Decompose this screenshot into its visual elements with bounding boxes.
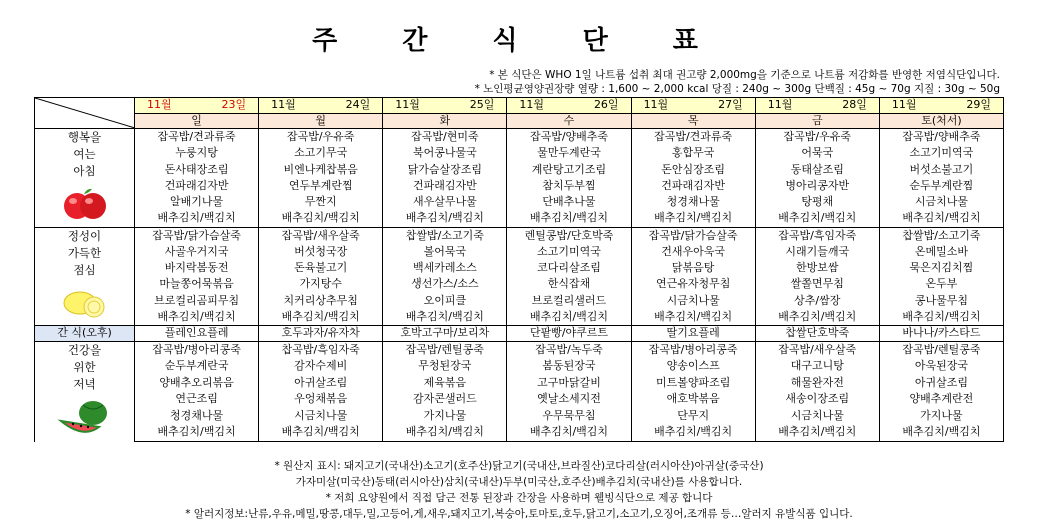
menu-item: 오이피클 xyxy=(383,293,507,309)
menu-item: 닭볶음탕 xyxy=(631,260,755,276)
menu-item: 잡곡밥/병아리콩죽 xyxy=(631,341,755,358)
menu-item: 가지탕수 xyxy=(259,277,383,293)
menu-item: 해물완자전 xyxy=(755,375,879,391)
snack-item: 딸기요플레 xyxy=(631,326,755,342)
menu-item: 참치두부찜 xyxy=(507,178,631,194)
menu-item: 단배추나물 xyxy=(507,194,631,210)
menu-item: 시금치나물 xyxy=(259,408,383,424)
weekly-menu-table xyxy=(34,97,1004,442)
meal-label-line: 행복을 xyxy=(67,130,102,145)
date-cell xyxy=(879,98,1003,114)
menu-item: 배추김치/백김치 xyxy=(135,424,259,441)
menu-item: 잡곡밥/병아리콩죽 xyxy=(135,341,259,358)
snack-item: 플레인요플레 xyxy=(135,326,259,342)
meal-label-cell xyxy=(35,129,135,228)
menu-item: 연근유자청무침 xyxy=(631,277,755,293)
meal-label-line: 저녁 xyxy=(73,376,96,391)
menu-item: 배추김치/백김치 xyxy=(879,309,1003,326)
menu-item: 배추김치/백김치 xyxy=(755,309,879,326)
weekday-cell: 일 xyxy=(135,113,259,129)
menu-item: 시래기들깨국 xyxy=(755,244,879,260)
meal-label-cell xyxy=(35,227,135,326)
menu-item: 배추김치/백김치 xyxy=(507,424,631,441)
menu-item: 배추김치/백김치 xyxy=(755,210,879,227)
menu-item: 묵은지김치찜 xyxy=(879,260,1003,276)
menu-item: 감자수제비 xyxy=(259,359,383,375)
date-month: 11월 xyxy=(519,98,545,111)
menu-item: 배추김치/백김치 xyxy=(383,309,507,326)
meal-label-cell xyxy=(35,341,135,441)
menu-item: 가지나물 xyxy=(383,408,507,424)
menu-item: 어묵국 xyxy=(755,145,879,161)
date-cell xyxy=(631,98,755,114)
meal-label-line: 정성이 xyxy=(67,228,102,243)
menu-item: 배추김치/백김치 xyxy=(135,210,259,227)
date-day: 28일 xyxy=(842,98,867,111)
menu-item: 순두부계란국 xyxy=(135,359,259,375)
menu-item: 고구마닭갈비 xyxy=(507,375,631,391)
menu-item: 아욱된장국 xyxy=(879,359,1003,375)
origin-note-1: * 원산지 표시: 돼지고기(국내산)소고기(호주산)닭고기(국내산,브라질산)코다리살(러시아산)아귀살(중국산) xyxy=(274,460,764,472)
sauce-note: * 저희 요양원에서 직접 담근 전통 된장과 간장을 사용하며 웰빙식단으로 제공 합니다 xyxy=(325,492,713,504)
snack-item: 찹쌀단호박죽 xyxy=(755,326,879,342)
nutrition-note: * 노인평균영양권장량 열량 : 1,600 ~ 2,000 kcal 당질 : 240g ~ 300g 단백질 : 45g ~ 70g 지질 : 30g ~ 50g xyxy=(474,83,1000,95)
menu-item: 제육볶음 xyxy=(383,375,507,391)
menu-item: 잡곡밥/현미죽 xyxy=(383,129,507,146)
menu-item: 배추김치/백김치 xyxy=(507,210,631,227)
menu-item: 마늘쫑어묵볶음 xyxy=(135,277,259,293)
date-day: 24일 xyxy=(345,98,371,111)
menu-item: 연근조림 xyxy=(135,391,259,407)
menu-item: 버섯소불고기 xyxy=(879,162,1003,178)
menu-item: 브로컬리곰피무침 xyxy=(135,293,259,309)
menu-item: 건파래김자반 xyxy=(383,178,507,194)
menu-item: 단무지 xyxy=(631,408,755,424)
menu-item: 돈안심장조림 xyxy=(631,162,755,178)
menu-item: 소고기미역국 xyxy=(879,145,1003,161)
menu-item: 치커리상추무침 xyxy=(259,293,383,309)
menu-item: 잡곡밥/견과류죽 xyxy=(631,129,755,146)
menu-item: 청경채나물 xyxy=(631,194,755,210)
weekday-cell: 토(처서) xyxy=(879,113,1003,129)
menu-item: 찹곡밥/흑임자죽 xyxy=(259,341,383,358)
menu-item: 대구고니탕 xyxy=(755,359,879,375)
menu-item: 북어콩나물국 xyxy=(383,145,507,161)
menu-item: 배추김치/백김치 xyxy=(259,309,383,326)
menu-item: 봄동된장국 xyxy=(507,359,631,375)
page-title: 주 간 식 단 표 xyxy=(312,26,726,56)
menu-item: 배추김치/백김치 xyxy=(631,424,755,441)
menu-item: 알배기나물 xyxy=(135,194,259,210)
corner-diagonal xyxy=(35,98,135,128)
origin-note-2: 가자미살(미국산)동태(러시아산)삼치(국내산)두부(미국산,호주산)배추김치(국내산)를 사용합니다. xyxy=(295,476,743,488)
date-month: 11월 xyxy=(147,98,172,111)
allergy-note: * 알러지정보:난류,우유,메밀,땅콩,대두,밀,고등어,게,새우,돼지고기,복숭아,토마토,호두,닭고기,소고기,오징어,조개류 등…알러지 유발식품 입니다. xyxy=(185,508,853,520)
menu-item: 배추김치/백김치 xyxy=(631,210,755,227)
menu-item: 가지나물 xyxy=(879,408,1003,424)
menu-item: 잡곡밥/우유죽 xyxy=(259,129,383,146)
menu-item: 한식잡채 xyxy=(507,277,631,293)
menu-item: 청경채나물 xyxy=(135,408,259,424)
meal-label-line: 점심 xyxy=(73,262,96,277)
menu-item: 새우살무나물 xyxy=(383,194,507,210)
menu-item: 콩나물무침 xyxy=(879,293,1003,309)
menu-item: 잡곡밥/견과류죽 xyxy=(135,129,259,146)
menu-item: 배추김치/백김치 xyxy=(879,210,1003,227)
date-month: 11월 xyxy=(643,98,669,111)
menu-item: 시금치나물 xyxy=(755,408,879,424)
menu-item: 온두부 xyxy=(879,277,1003,293)
menu-item: 생선가스/소스 xyxy=(383,277,507,293)
menu-item: 잡곡밥/렌틸콩죽 xyxy=(383,341,507,358)
menu-item: 병아리콩자반 xyxy=(755,178,879,194)
menu-item: 배추김치/백김치 xyxy=(383,424,507,441)
meal-label-line: 건강을 xyxy=(67,342,102,357)
menu-item: 동태살조림 xyxy=(755,162,879,178)
menu-item: 찹쌀밥/소고기죽 xyxy=(879,227,1003,244)
meal-label-line: 위한 xyxy=(73,359,96,374)
menu-item: 돈사태장조림 xyxy=(135,162,259,178)
menu-item: 우엉채볶음 xyxy=(259,391,383,407)
date-day: 25일 xyxy=(469,98,495,111)
menu-item: 잡곡밥/렌틸콩죽 xyxy=(879,341,1003,358)
menu-item: 양송이스프 xyxy=(631,359,755,375)
menu-item: 누룽지탕 xyxy=(135,145,259,161)
menu-item: 코다리살조림 xyxy=(507,260,631,276)
menu-item: 잡곡밥/닭가슴살죽 xyxy=(631,227,755,244)
meal-label-line: 가득한 xyxy=(67,245,102,260)
menu-item: 연두부계란찜 xyxy=(259,178,383,194)
menu-item: 소고기미역국 xyxy=(507,244,631,260)
weekday-cell: 화 xyxy=(383,113,507,129)
menu-item: 잡곡밥/양배추죽 xyxy=(879,129,1003,146)
menu-item: 무짠지 xyxy=(259,194,383,210)
menu-item: 배추김치/백김치 xyxy=(259,424,383,441)
menu-item: 돈육불고기 xyxy=(259,260,383,276)
lemon-icon xyxy=(35,285,134,326)
weekday-cell: 수 xyxy=(507,113,631,129)
menu-item: 배추김치/백김치 xyxy=(755,424,879,441)
weekday-cell: 금 xyxy=(755,113,879,129)
menu-item: 잡곡밥/새우살죽 xyxy=(259,227,383,244)
menu-item: 사골우거지국 xyxy=(135,244,259,260)
date-month: 11월 xyxy=(767,98,793,111)
date-cell xyxy=(507,98,631,114)
watermelon-icon xyxy=(35,399,134,442)
date-month: 11월 xyxy=(271,98,296,111)
menu-item: 우무묵무침 xyxy=(507,408,631,424)
menu-item: 아귀살조림 xyxy=(879,375,1003,391)
menu-item: 잡곡밥/녹두죽 xyxy=(507,341,631,358)
date-month: 11월 xyxy=(395,98,420,111)
date-cell xyxy=(135,98,259,114)
menu-item: 시금치나물 xyxy=(879,194,1003,210)
menu-item: 닭가슴살장조림 xyxy=(383,162,507,178)
menu-item: 배추김치/백김치 xyxy=(383,210,507,227)
menu-item: 온메밀소바 xyxy=(879,244,1003,260)
date-day: 29일 xyxy=(966,98,991,111)
date-day: 26일 xyxy=(593,98,619,111)
menu-item: 양배추계란전 xyxy=(879,391,1003,407)
menu-item: 양배추오리볶음 xyxy=(135,375,259,391)
menu-item: 쌀쫄면무침 xyxy=(755,277,879,293)
menu-item: 옛날소세지전 xyxy=(507,391,631,407)
menu-item: 건파래김자반 xyxy=(135,178,259,194)
menu-item: 잡곡밥/우유죽 xyxy=(755,129,879,146)
menu-item: 감자콘샐러드 xyxy=(383,391,507,407)
date-day: 23일 xyxy=(221,98,247,111)
date-cell xyxy=(383,98,507,114)
menu-item: 순두부계란찜 xyxy=(879,178,1003,194)
snack-label: 간 식(오후) xyxy=(35,326,135,342)
menu-item: 배추김치/백김치 xyxy=(259,210,383,227)
menu-item: 한방보쌈 xyxy=(755,260,879,276)
menu-item: 아귀살조림 xyxy=(259,375,383,391)
menu-item: 잡곡밥/새우살죽 xyxy=(755,341,879,358)
menu-item: 배추김치/백김치 xyxy=(135,309,259,326)
snack-item: 호박고구마/보리차 xyxy=(383,326,507,342)
menu-item: 백세카레소스 xyxy=(383,260,507,276)
menu-item: 미트볼양파조림 xyxy=(631,375,755,391)
menu-item: 무청된장국 xyxy=(383,359,507,375)
menu-item: 새송이장조림 xyxy=(755,391,879,407)
weekday-cell: 월 xyxy=(259,113,383,129)
menu-item: 잡곡밥/닭가슴살죽 xyxy=(135,227,259,244)
sodium-note: * 본 식단은 WHO 1일 나트륨 섭취 최대 권고량 2,000mg을 기준으로 나트륨 저감화를 반영한 저염식단입니다. xyxy=(489,69,1000,81)
menu-item: 렌틸콩밥/단호박죽 xyxy=(507,227,631,244)
menu-item: 배추김치/백김치 xyxy=(631,309,755,326)
menu-item: 시금치나물 xyxy=(631,293,755,309)
meal-label-line: 여는 xyxy=(73,147,96,162)
menu-item: 건새우아욱국 xyxy=(631,244,755,260)
menu-item: 상추/쌈장 xyxy=(755,293,879,309)
snack-item: 호두과자/유자차 xyxy=(259,326,383,342)
menu-item: 애호박볶음 xyxy=(631,391,755,407)
menu-item: 탕평채 xyxy=(755,194,879,210)
snack-item: 단팥빵/야쿠르트 xyxy=(507,326,631,342)
menu-item: 비엔나케찹볶음 xyxy=(259,162,383,178)
date-month: 11월 xyxy=(891,98,917,111)
date-cell xyxy=(259,98,383,114)
menu-item: 계란탕고기조림 xyxy=(507,162,631,178)
weekday-cell: 목 xyxy=(631,113,755,129)
menu-item: 물만두계란국 xyxy=(507,145,631,161)
menu-item: 건파래김자반 xyxy=(631,178,755,194)
menu-item: 브로컬리샐러드 xyxy=(507,293,631,309)
menu-item: 볼어묵국 xyxy=(383,244,507,260)
menu-item: 홍합무국 xyxy=(631,145,755,161)
apple-icon xyxy=(35,186,134,227)
header-corner xyxy=(35,98,135,129)
menu-item: 바지락봄동전 xyxy=(135,260,259,276)
menu-item: 배추김치/백김치 xyxy=(507,309,631,326)
menu-item: 잡곡밥/양배추죽 xyxy=(507,129,631,146)
menu-item: 잡곡밥/흑임자죽 xyxy=(755,227,879,244)
meal-label-line: 아침 xyxy=(73,164,96,179)
snack-item: 바나나/카스타드 xyxy=(879,326,1003,342)
date-day: 27일 xyxy=(718,98,743,111)
menu-item: 버섯청국장 xyxy=(259,244,383,260)
menu-item: 찹쌀밥/소고기죽 xyxy=(383,227,507,244)
menu-item: 배추김치/백김치 xyxy=(879,424,1003,441)
menu-item: 소고기무국 xyxy=(259,145,383,161)
date-cell xyxy=(755,98,879,114)
